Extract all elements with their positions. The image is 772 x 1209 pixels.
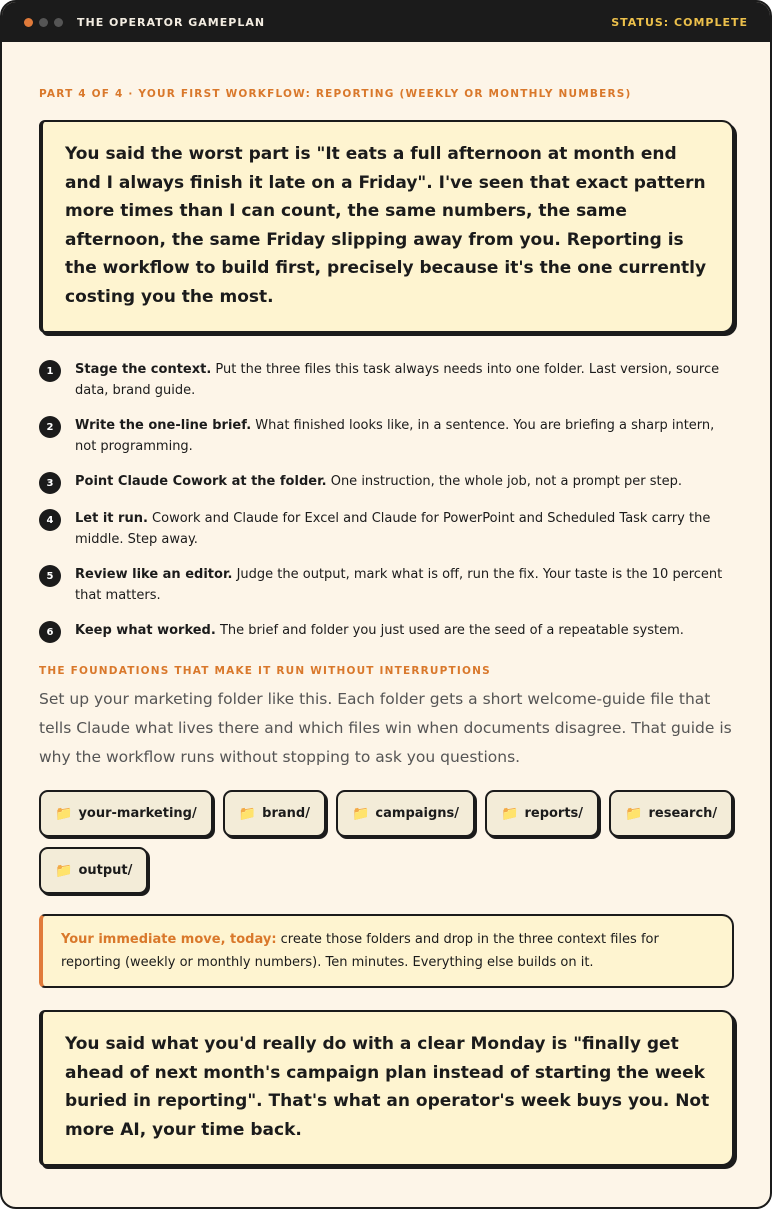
minimize-dot-icon[interactable]: [39, 18, 48, 27]
step-text: [75, 564, 734, 606]
step-body: Put the three files this task always needs into one folder. Last version, source data, brand guide.: [75, 362, 720, 398]
folder-chip-reports[interactable]: [485, 790, 599, 837]
step-text: [75, 620, 684, 641]
steps-list: [39, 359, 734, 643]
folder-icon: 📁: [501, 805, 519, 822]
main-content: [2, 88, 770, 1166]
step-body: One instruction, the whole job, not a prompt per step.: [326, 474, 682, 489]
step-number-badge: 3: [39, 472, 61, 494]
quote-card-bottom: You said what you'd really do with a clear Monday is "finally get ahead of next month's campaign plan instead of starting the week buried in reporting". That's what an operator's week buys you. Not more AI, your time back.: [39, 1010, 734, 1166]
foundations-paragraph: Set up your marketing folder like this. Each folder gets a short welcome-guide file that tells Claude what lives there and which files win when documents disagree. That guide is why the workflow runs without stopping to ask you questions.: [39, 690, 732, 766]
step-title: Point Claude Cowork at the folder.: [75, 474, 327, 489]
step-item: [39, 564, 734, 606]
step-text: [75, 508, 734, 550]
step-item: [39, 508, 734, 550]
step-title: Stage the context.: [75, 362, 212, 377]
folder-chip-brand[interactable]: [223, 790, 326, 837]
callout-lead: Your immediate move, today:: [61, 932, 277, 947]
step-body: Cowork and Claude for Excel and Claude for PowerPoint and Scheduled Task carry the middle. Step away.: [75, 511, 711, 547]
folder-label: research/: [648, 806, 718, 821]
folder-chip-list: [39, 790, 734, 894]
step-item: [39, 471, 734, 494]
folder-chip-research[interactable]: [609, 790, 733, 837]
step-title: Write the one-line brief.: [75, 418, 252, 433]
step-text: [75, 359, 734, 401]
step-text: [75, 471, 682, 492]
status-label: STATUS: COMPLETE: [611, 15, 748, 29]
window-title: THE OPERATOR GAMEPLAN: [77, 15, 266, 29]
folder-label: your-marketing/: [78, 806, 197, 821]
maximize-dot-icon[interactable]: [54, 18, 63, 27]
step-title: Let it run.: [75, 511, 148, 526]
step-item: [39, 620, 734, 643]
folder-label: reports/: [524, 806, 584, 821]
step-number-badge: 4: [39, 509, 61, 531]
folder-chip-output[interactable]: [39, 847, 148, 894]
step-item: [39, 415, 734, 457]
foundations-heading: THE FOUNDATIONS THAT MAKE IT RUN WITHOUT INTERRUPTIONS: [39, 665, 491, 677]
step-title: Keep what worked.: [75, 623, 216, 638]
folder-icon: 📁: [55, 862, 73, 879]
window-controls: [24, 18, 63, 27]
folder-label: brand/: [262, 806, 310, 821]
step-number-badge: 1: [39, 360, 61, 382]
step-body: What finished looks like, in a sentence. You are briefing a sharp intern, not programming.: [75, 418, 715, 454]
step-title: Review like an editor.: [75, 567, 233, 582]
folder-icon: 📁: [625, 805, 643, 822]
folder-label: output/: [78, 863, 133, 878]
step-item: [39, 359, 734, 401]
callout-body: create those folders and drop in the three context files for reporting (weekly or monthly numbers). Ten minutes. Everything else builds on it.: [61, 932, 659, 970]
step-number-badge: 6: [39, 621, 61, 643]
quote-card-top: You said the worst part is "It eats a full afternoon at month end and I always finish it late on a Friday". I've seen that exact pattern more times than I can count, the same numbers, the same afternoon, the same Friday slipping away from you. Reporting is the workflow to build first, precisely because it's the one currently costing you the most.: [39, 120, 734, 333]
step-body: Judge the output, mark what is off, run the fix. Your taste is the 10 percent that matters.: [75, 567, 723, 603]
section-eyebrow: PART 4 OF 4 · YOUR FIRST WORKFLOW: REPORTING (WEEKLY OR MONTHLY NUMBERS): [39, 88, 632, 100]
title-bar: [2, 2, 770, 42]
step-body: The brief and folder you just used are the seed of a repeatable system.: [215, 623, 684, 638]
step-text: [75, 415, 734, 457]
folder-chip-campaigns[interactable]: [336, 790, 475, 837]
step-number-badge: 2: [39, 416, 61, 438]
folder-icon: 📁: [55, 805, 73, 822]
folder-label: campaigns/: [375, 806, 460, 821]
folder-chip-your-marketing[interactable]: [39, 790, 213, 837]
folder-icon: 📁: [351, 805, 370, 822]
step-number-badge: 5: [39, 565, 61, 587]
folder-icon: 📁: [238, 805, 257, 822]
close-dot-icon[interactable]: [24, 18, 33, 27]
immediate-move-callout: [39, 914, 734, 988]
